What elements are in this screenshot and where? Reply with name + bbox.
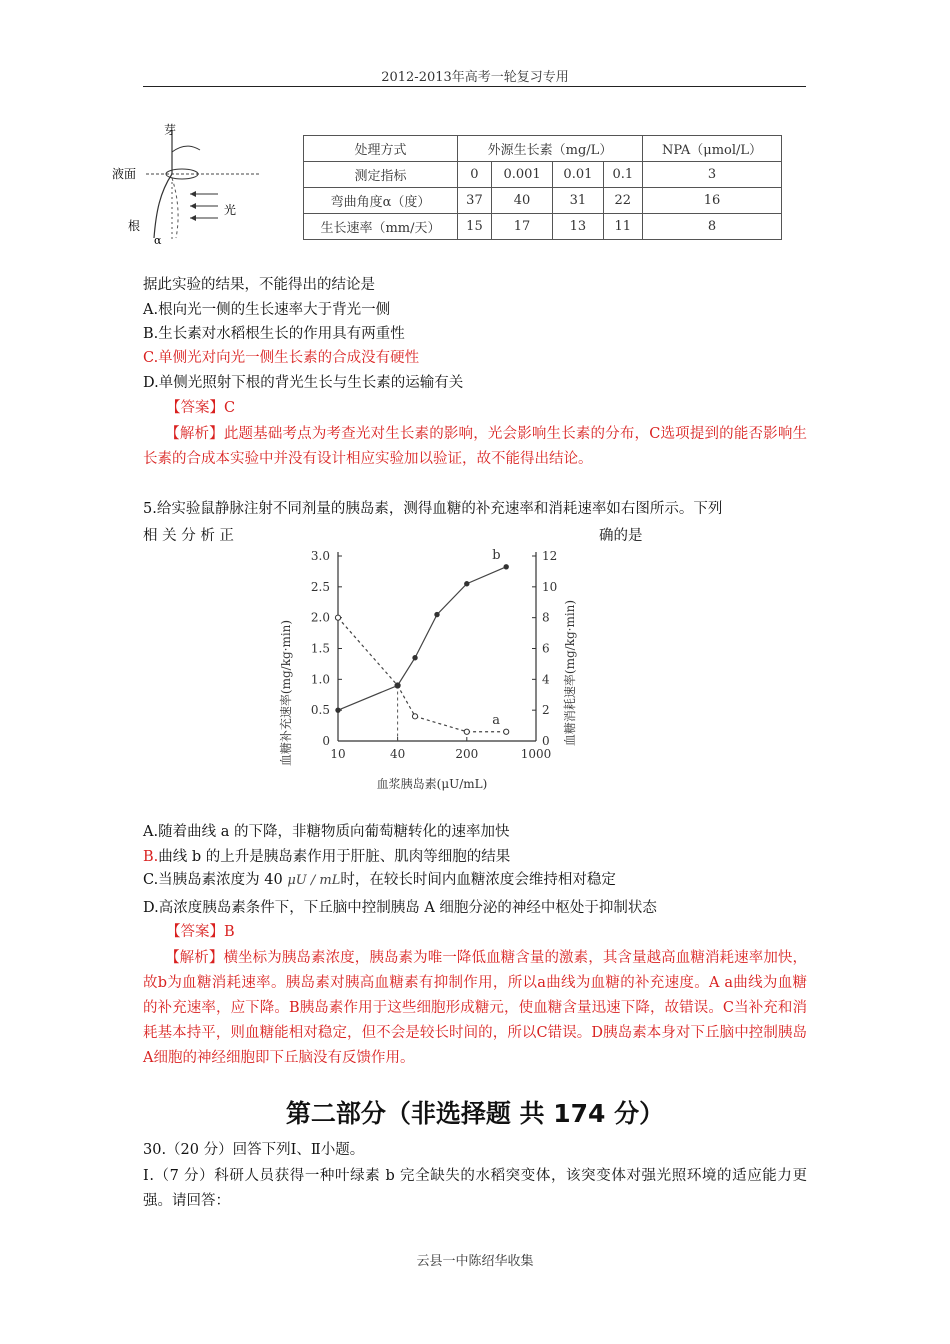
y-right-tick-label: 8: [542, 610, 550, 625]
table-cell: 0: [458, 162, 492, 188]
q5-answer: 【答案】B: [166, 924, 235, 940]
q4-option-a: A.根向光一侧的生长速率大于背光一侧: [143, 302, 391, 318]
q5-stem-line2: 相 关 分 析 正: [143, 528, 234, 544]
y-right-tick-label: 12: [542, 549, 558, 563]
y-left-tick-label: 2.5: [310, 579, 330, 594]
y-axis-right-label: 血糖消耗速率(mg/kg·min): [563, 599, 577, 747]
x-tick-label: 1000: [520, 747, 552, 761]
q5-option-b-text: 曲线 b 的上升是胰岛素作用于肝脏、肌肉等细胞的结果: [158, 849, 511, 865]
series-b-line: [338, 567, 506, 710]
table-cell: 37: [458, 188, 492, 214]
q5-analysis: [143, 946, 807, 1071]
x-tick-label: 40: [389, 747, 406, 761]
plant-diagram: [110, 122, 260, 250]
table-cell: 生长速率（mm/天）: [304, 214, 458, 240]
q5-analysis-text: 【解析】横坐标为胰岛素浓度，胰岛素为唯一降低血糖含量的激素，其含量越高血糖消耗速率加快，故b为血糖消耗速率。胰岛素对胰高血糖素有抑制作用，所以a曲线为血糖的补充速度。A a曲线为血糖的补充速率，应下降。B胰岛素作用于这些细胞形成糖元，使血糖含量迅速下降，故错误。C当补充和消耗基本持平，则血糖能相对稳定，但不会是较长时间的，所以C错误。D胰岛素本身对下丘脑中控制胰岛A细胞的神经细胞即下丘脑没有反馈作用。: [143, 950, 807, 1066]
series-a-point: [504, 729, 509, 734]
q4-analysis: [143, 422, 807, 472]
page-footer: 云县一中陈绍华收集: [416, 1254, 534, 1269]
table-cell: 40: [491, 188, 552, 214]
q5-option-b: [143, 846, 510, 868]
series-b-point: [336, 708, 340, 712]
q4-option-d: D.单侧光照射下根的背光生长与生长素的运输有关: [143, 375, 464, 391]
y-left-tick-label: 1.5: [310, 641, 330, 656]
header-rule: [143, 86, 806, 87]
table-cell: 11: [603, 214, 642, 240]
q5-option-c-unit: μU / mL: [287, 873, 341, 888]
y-right-tick-label: 0: [542, 734, 550, 748]
y-left-tick-label: 1.0: [310, 672, 330, 687]
table-cell: 0.1: [603, 162, 642, 188]
table-row: [304, 214, 782, 240]
series-b-label: b: [492, 547, 501, 563]
q30-stem: 30.（20 分）回答下列Ⅰ、Ⅱ小题。: [143, 1142, 365, 1158]
q5-option-b-letter: B.: [143, 849, 159, 865]
table-cell: 31: [553, 188, 603, 214]
light-label: 光: [224, 203, 237, 217]
part2-title: 第二部分（非选择题 共 174 分）: [285, 1099, 665, 1128]
y-right-tick-label: 2: [542, 703, 550, 718]
q4-option-c: [143, 347, 419, 369]
q5-option-d: D.高浓度胰岛素条件下，下丘脑中控制胰岛 A 细胞分泌的神经中枢处于抑制状态: [143, 900, 657, 916]
y-left-tick-label: 0.5: [310, 703, 330, 718]
q4-stem: 据此实验的结果，不能得出的结论是: [143, 277, 375, 293]
water-surface-label: 液面: [112, 167, 137, 181]
q5-stem-line2-end: 确的是: [599, 528, 643, 544]
table-cell: 外源生长素（mg/L）: [458, 136, 643, 162]
table-cell: 16: [643, 188, 782, 214]
root-label: 根: [128, 219, 141, 233]
series-b-point: [395, 683, 399, 687]
x-axis-label: 血浆胰岛素(μU/mL): [376, 777, 488, 791]
y-axis-left-label: 血糖补充速率(mg/kg·min): [279, 619, 293, 767]
table-cell: 0.001: [491, 162, 552, 188]
q4-option-b: B.生长素对水稻根生长的作用具有两重性: [143, 326, 405, 342]
series-b-point: [413, 656, 417, 660]
y-right-tick-label: 6: [542, 641, 550, 656]
series-b-point: [435, 612, 439, 616]
y-right-tick-label: 10: [542, 579, 558, 594]
table-row: [304, 162, 782, 188]
q4-option-c-text: C.单侧光对向光一侧生长素的合成没有硬性: [143, 350, 420, 366]
data-table: [303, 135, 782, 240]
x-tick-label: 200: [455, 747, 479, 761]
q5-stem-line1: 5.给实验鼠静脉注射不同剂量的胰岛素，测得血糖的补充速率和消耗速率如右图所示。下列: [143, 501, 723, 517]
q30-part1: Ⅰ.（7 分）科研人员获得一种叶绿素 b 完全缺失的水稻突变体，该突变体对强光照环境的适应能力更强。请回答：: [143, 1168, 807, 1209]
page-header: 2012-2013年高考一轮复习专用: [381, 70, 569, 85]
y-right-tick-label: 4: [542, 672, 550, 687]
bud-label: 芽: [164, 123, 177, 137]
q5-option-c: [143, 869, 616, 892]
table-cell: 弯曲角度α（度）: [304, 188, 458, 214]
table-row: [304, 188, 782, 214]
table-row: [304, 136, 782, 162]
table-cell: NPA（μmol/L）: [643, 136, 782, 162]
table-cell: 13: [553, 214, 603, 240]
x-tick-label: 10: [330, 747, 346, 761]
insulin-chart: [260, 538, 590, 808]
table-cell: 处理方式: [304, 136, 458, 162]
q4-answer: 【答案】C: [166, 400, 236, 416]
series-b-point: [465, 582, 469, 586]
q5-option-a: A.随着曲线 a 的下降，非糖物质向葡萄糖转化的速率加快: [143, 824, 510, 840]
table-cell: 测定指标: [304, 162, 458, 188]
table-cell: 15: [458, 214, 492, 240]
series-a-label: a: [492, 712, 500, 728]
q4-analysis-text: 【解析】此题基础考点为考查光对生长素的影响，光会影响生长素的分布，C选项提到的能否影响生长素的合成本实验中并没有设计相应实验加以验证，故不能得出结论。: [143, 426, 807, 467]
table-cell: 3: [643, 162, 782, 188]
alpha-label: α: [154, 234, 162, 247]
y-left-tick-label: 3.0: [310, 549, 330, 563]
table-cell: 0.01: [553, 162, 603, 188]
y-left-tick-label: 0: [322, 734, 330, 748]
series-a-line: [338, 618, 506, 732]
q5-option-c-pre: C.当胰岛素浓度为 40: [143, 872, 283, 888]
series-b-point: [504, 565, 508, 569]
series-a-point: [464, 729, 469, 734]
table-cell: 17: [491, 214, 552, 240]
series-a-point: [412, 714, 417, 719]
q5-option-c-post: 时，在较长时间内血糖浓度会维持相对稳定: [340, 872, 616, 888]
table-cell: 22: [603, 188, 642, 214]
series-a-point: [335, 615, 340, 620]
y-left-tick-label: 2.0: [310, 610, 330, 625]
table-cell: 8: [643, 214, 782, 240]
